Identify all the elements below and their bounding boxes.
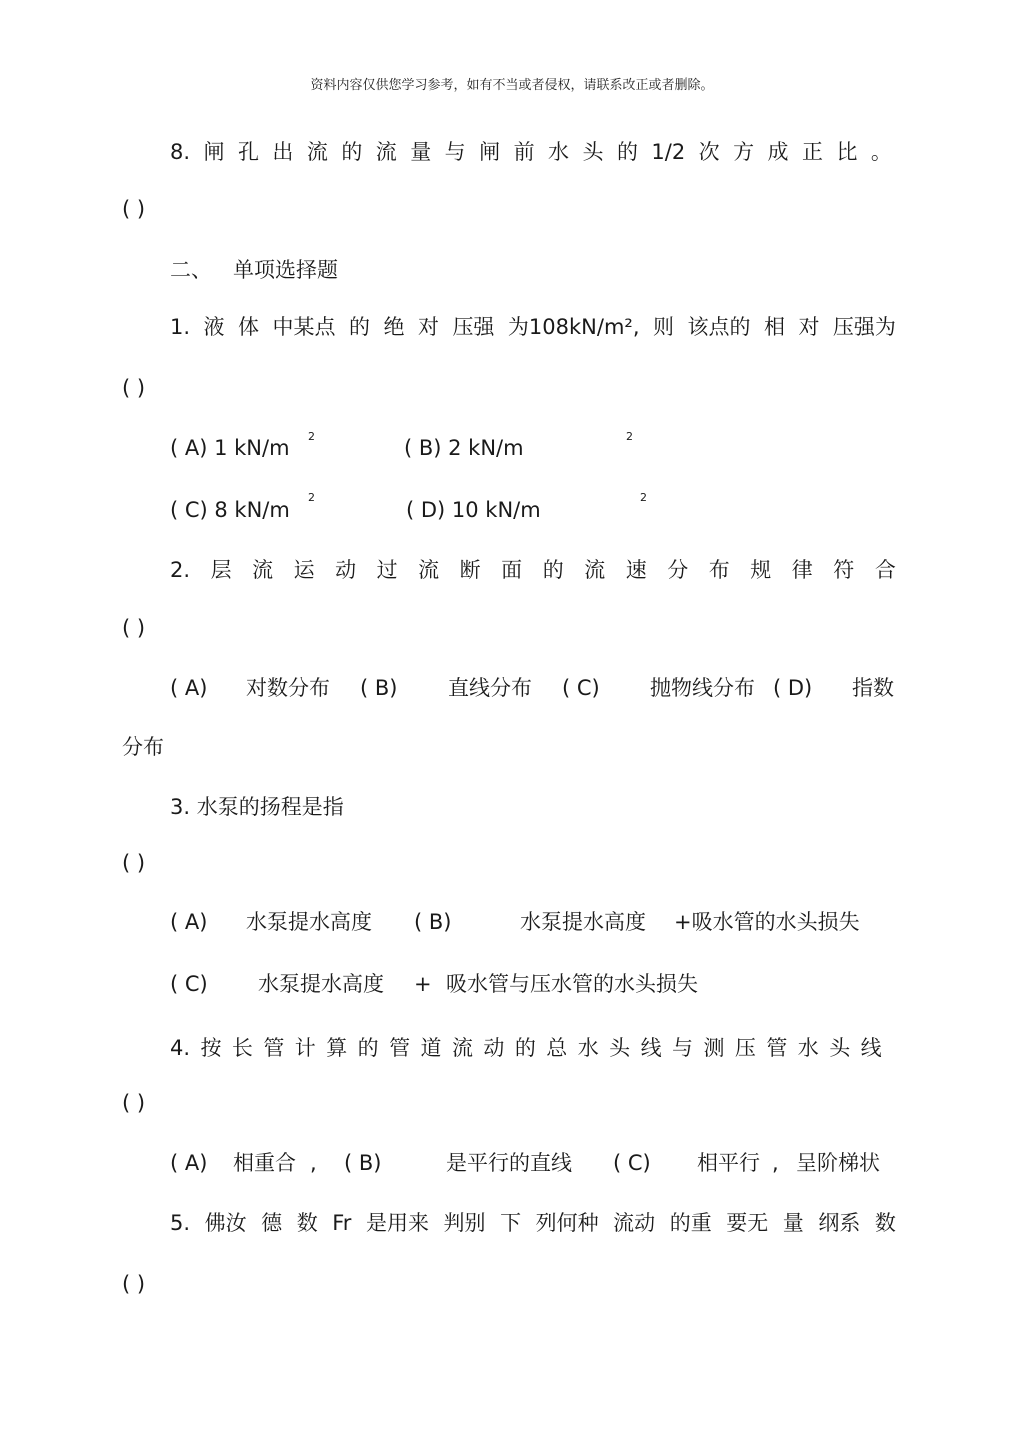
page-header-disclaimer: 资料内容仅供您学习参考，如有不当或者侵权，请联系改正或者删除。 <box>310 78 714 93</box>
question-token: 与 <box>444 140 466 164</box>
question-1-text <box>170 313 896 341</box>
question-token: 。 <box>870 140 892 164</box>
question-token: 4. <box>170 1036 191 1060</box>
question-token: 佛汝 <box>204 1211 247 1235</box>
question-token: 对 <box>417 315 439 339</box>
question-token: 长 <box>231 1036 253 1060</box>
q4-option-b-text: 是平行的直线 <box>446 1151 572 1175</box>
question-token: 线 <box>640 1036 662 1060</box>
question-token: 面 <box>501 558 523 582</box>
question-token: 速 <box>625 558 647 582</box>
q4-option-b-label: ( B) <box>344 1151 382 1175</box>
superscript-2: 2 <box>626 430 633 443</box>
question-token: 液 <box>203 315 225 339</box>
question-token: 水 <box>548 140 570 164</box>
q2-option-a-label: ( A) <box>170 676 208 700</box>
question-token: 管 <box>766 1036 788 1060</box>
question-token: 与 <box>672 1036 694 1060</box>
q3-option-c-text: 水泵提水高度 <box>258 972 384 996</box>
q1-option-b: ( B) 2 kN/m <box>404 436 524 460</box>
question-token: 的 <box>514 1036 536 1060</box>
question-token: 流动 <box>613 1211 656 1235</box>
q2-option-d-label: ( D) <box>773 676 813 700</box>
question-token: 则 <box>652 315 674 339</box>
question-token: 管 <box>389 1036 411 1060</box>
question-token: 流 <box>306 140 328 164</box>
question-token: 规 <box>750 558 772 582</box>
section-title: 单项选择题 <box>233 258 338 282</box>
q2-option-d-text: 指数 <box>852 676 894 700</box>
question-token: 对 <box>798 315 820 339</box>
question-token: 的 <box>542 558 564 582</box>
q3-option-c-label: ( C) <box>170 972 208 996</box>
question-token: 为108kN/m², <box>507 315 640 339</box>
q2-option-a-text: 对数分布 <box>246 676 330 700</box>
question-token: Fr <box>332 1211 352 1235</box>
q3-option-b-label: ( B) <box>414 910 452 934</box>
question-token: 量 <box>782 1211 804 1235</box>
q4-option-c-text: 相平行 <box>697 1151 760 1175</box>
answer-parentheses: ( ) <box>122 197 146 221</box>
question-token: 列何种 <box>535 1211 599 1235</box>
question-token: 8. <box>170 140 191 164</box>
question-token: 要无 <box>726 1211 769 1235</box>
question-token: 总 <box>546 1036 568 1060</box>
question-token: 相 <box>763 315 785 339</box>
question-token: 量 <box>410 140 432 164</box>
question-token: 律 <box>791 558 813 582</box>
question-5-text <box>170 1209 896 1237</box>
question-3-text: 3. 水泵的扬程是指 <box>170 795 344 819</box>
question-token: 数 <box>296 1211 318 1235</box>
q4-option-a-comma: , <box>310 1151 317 1175</box>
q2-option-b-text: 直线分布 <box>448 676 532 700</box>
question-token: 线 <box>860 1036 882 1060</box>
superscript-2: 2 <box>308 491 315 504</box>
question-token: 管 <box>263 1036 285 1060</box>
question-token: 1. <box>170 315 191 339</box>
question-token: 正 <box>802 140 823 164</box>
question-token: 的 <box>357 1036 379 1060</box>
question-token: 压强为 <box>832 315 896 339</box>
question-token: 5. <box>170 1211 191 1235</box>
question-token: 该点的 <box>687 315 751 339</box>
question-token: 的 <box>348 315 370 339</box>
question-token: 方 <box>733 140 755 164</box>
question-token: 流 <box>375 140 397 164</box>
question-2-text <box>170 556 896 584</box>
question-token: 头 <box>582 140 604 164</box>
question-token: 判别 <box>443 1211 486 1235</box>
answer-parentheses: ( ) <box>122 376 146 400</box>
question-token: 符 <box>833 558 855 582</box>
question-token: 头 <box>609 1036 631 1060</box>
question-token: 水 <box>797 1036 819 1060</box>
q2-option-d-wrap: 分布 <box>122 735 164 759</box>
q4-option-a-label: ( A) <box>170 1151 208 1175</box>
question-token: 闸 <box>203 140 225 164</box>
question-token: 压 <box>734 1036 756 1060</box>
question-token: 分 <box>667 558 689 582</box>
question-4-text <box>170 1034 882 1062</box>
question-token: 运 <box>293 558 315 582</box>
q3-option-c-text-2: 吸水管与压水管的水头损失 <box>446 972 698 996</box>
answer-parentheses: ( ) <box>122 1272 146 1296</box>
question-token: 比 <box>836 140 858 164</box>
question-token: 水 <box>577 1036 599 1060</box>
question-token: 下 <box>500 1211 522 1235</box>
question-token: 头 <box>829 1036 851 1060</box>
question-token: 的 <box>616 140 638 164</box>
question-token: 前 <box>513 140 535 164</box>
q2-option-c-text: 抛物线分布 <box>650 676 755 700</box>
question-token: 动 <box>483 1036 505 1060</box>
question-token: 计 <box>294 1036 316 1060</box>
q4-option-c-comma: , <box>772 1151 779 1175</box>
question-token: 断 <box>459 558 481 582</box>
q1-option-a: ( A) 1 kN/m <box>170 436 290 460</box>
question-token: 的重 <box>669 1211 712 1235</box>
question-token: 中某点 <box>272 315 336 339</box>
question-token: 合 <box>874 558 896 582</box>
q4-option-c-label: ( C) <box>613 1151 651 1175</box>
answer-parentheses: ( ) <box>122 1091 146 1115</box>
question-token: 德 <box>261 1211 283 1235</box>
question-token: 出 <box>272 140 294 164</box>
superscript-2: 2 <box>308 430 315 443</box>
question-token: 孔 <box>237 140 259 164</box>
q3-option-b-text: 水泵提水高度 <box>520 910 646 934</box>
question-token: 过 <box>376 558 398 582</box>
question-token: 是用来 <box>365 1211 429 1235</box>
question-token: 2. <box>170 558 191 582</box>
question-token: 纲系 <box>818 1211 861 1235</box>
q3-option-a-label: ( A) <box>170 910 208 934</box>
q3-option-b-text-2: +吸水管的水头损失 <box>674 910 860 934</box>
question-token: 道 <box>420 1036 442 1060</box>
question-token: 算 <box>326 1036 348 1060</box>
question-8-text <box>170 138 892 166</box>
answer-parentheses: ( ) <box>122 851 146 875</box>
q3-option-c-plus: + <box>414 972 432 996</box>
question-token: 测 <box>703 1036 725 1060</box>
question-token: 按 <box>200 1036 222 1060</box>
question-token: 体 <box>238 315 260 339</box>
question-token: 成 <box>767 140 789 164</box>
question-token: 闸 <box>479 140 501 164</box>
question-token: 的 <box>341 140 363 164</box>
question-token: 流 <box>418 558 440 582</box>
question-token: 流 <box>252 558 274 582</box>
q3-option-a-text: 水泵提水高度 <box>246 910 372 934</box>
q1-option-d: ( D) 10 kN/m <box>406 498 541 522</box>
q4-option-c-text-2: 呈阶梯状 <box>796 1151 880 1175</box>
q4-option-a-text: 相重合 <box>233 1151 296 1175</box>
question-token: 层 <box>210 558 232 582</box>
q2-option-c-label: ( C) <box>562 676 600 700</box>
question-token: 压强 <box>452 315 495 339</box>
superscript-2: 2 <box>640 491 647 504</box>
question-token: 数 <box>874 1211 896 1235</box>
question-token: 1/2 <box>651 140 686 164</box>
question-token: 流 <box>584 558 606 582</box>
question-token: 流 <box>451 1036 473 1060</box>
answer-parentheses: ( ) <box>122 616 146 640</box>
q1-option-c: ( C) 8 kN/m <box>170 498 290 522</box>
question-token: 绝 <box>383 315 405 339</box>
q2-option-b-label: ( B) <box>360 676 398 700</box>
question-token: 动 <box>335 558 357 582</box>
section-number: 二、 <box>170 258 212 282</box>
question-token: 布 <box>708 558 730 582</box>
question-token: 次 <box>698 140 720 164</box>
